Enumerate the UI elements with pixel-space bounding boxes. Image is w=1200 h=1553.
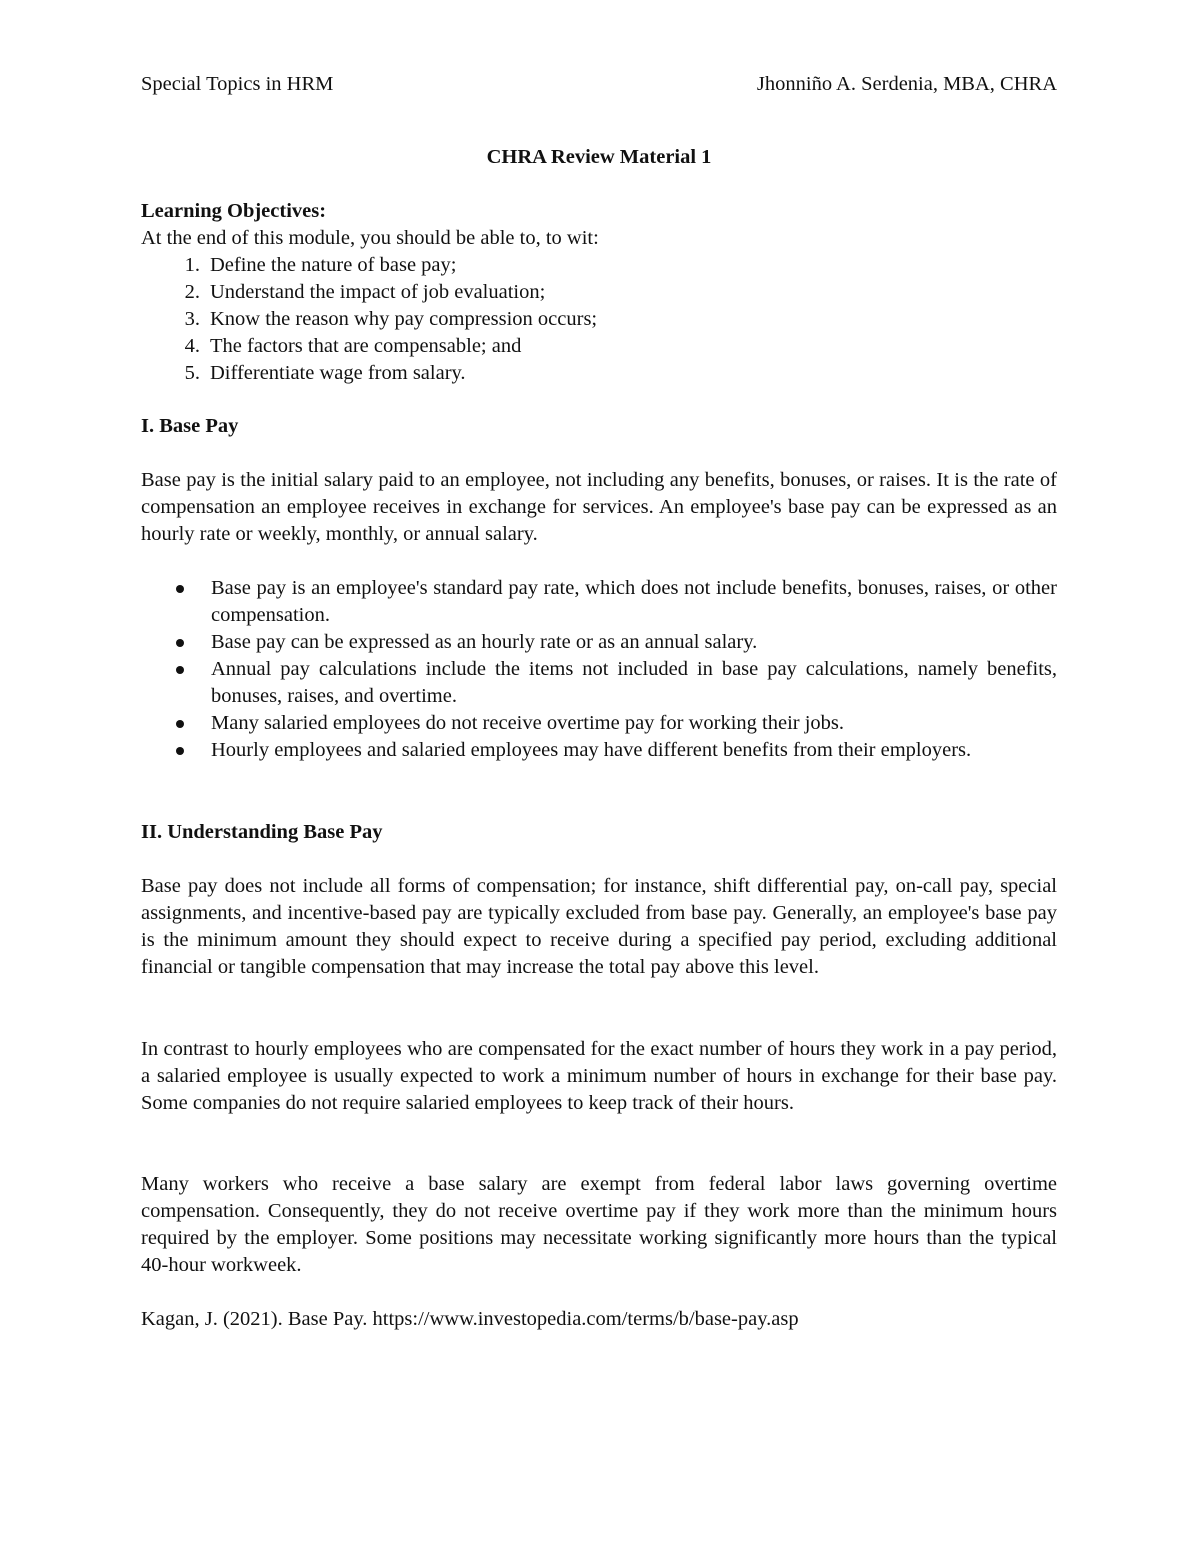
list-item [141,360,1057,387]
list-item [141,306,1057,333]
understanding-paragraph-1: Base pay does not include all forms of compensation; for instance, shift differential pay, on-call pay, special assignments, and incentive-based pay are typically excluded from base pay. Generally, an employee's base pay is the minimum amount they should expect to receive during a specified pay period, excluding additional financial or tangible compensation that may increase the total pay above this level. [141,875,1057,978]
base-pay-bullets-section [141,575,1057,764]
understanding-paragraph-3: Many workers who receive a base salary are exempt from federal labor laws governing overtime compensation. Consequently, they do not receive overtime pay if they work more than the minimum hours required by the employer. Some positions may necessitate working significantly more hours than the typical 40-hour workweek. [141,1173,1057,1276]
bullet-icon [141,737,211,764]
list-number: 1. [184,254,200,276]
list-text: Define the nature of base pay; [210,254,457,276]
course-name: Special Topics in HRM [141,73,334,95]
bullet-item [141,710,1057,737]
bullet-text: Base pay can be expressed as an hourly rate or as an annual salary. [211,631,758,653]
list-item [141,252,1057,279]
document-title: CHRA Review Material 1 [486,146,712,168]
list-number: 5. [184,362,200,384]
list-number: 2. [184,281,200,303]
bullet-text: Many salaried employees do not receive overtime pay for working their jobs. [211,712,845,734]
objectives-list [141,252,1057,387]
bullet-icon [141,656,211,710]
list-item [141,279,1057,306]
bullet-icon [141,710,211,737]
bullet-item [141,629,1057,656]
bullet-item [141,737,1057,764]
objectives-section [141,198,1057,387]
list-text: Know the reason why pay compression occurs; [210,308,598,330]
base-pay-bullet-list [141,575,1057,764]
base-pay-paragraph: Base pay is the initial salary paid to an employee, not including any benefits, bonuses, or raises. It is the rate of compensation an employee receives in exchange for services. An employee's base pay can be expressed as an hourly rate or weekly, monthly, or annual salary. [141,469,1057,545]
objectives-intro: At the end of this module, you should be able to, to wit: [141,227,599,249]
author-name: Jhonniño A. Serdenia, MBA, CHRA [756,73,1057,95]
objectives-heading: Learning Objectives: [141,200,327,222]
list-text: Differentiate wage from salary. [210,362,466,384]
reference-citation: Kagan, J. (2021). Base Pay. https://www.investopedia.com/terms/b/base-pay.asp [141,1308,799,1330]
bullet-icon [141,575,211,629]
bullet-item [141,575,1057,629]
understanding-paragraph-2: In contrast to hourly employees who are compensated for the exact number of hours they work in a pay period, a salaried employee is usually expected to work a minimum number of hours in exchange for their base pay. Some companies do not require salaried employees to keep track of their hours. [141,1038,1057,1114]
list-item [141,333,1057,360]
list-text: The factors that are compensable; and [210,335,522,357]
list-text: Understand the impact of job evaluation; [210,281,546,303]
bullet-text: Base pay is an employee's standard pay rate, which does not include benefits, bonuses, raises, or other compensation. [211,577,1057,626]
list-number: 4. [184,335,200,357]
bullet-text: Hourly employees and salaried employees may have different benefits from their employers. [211,739,972,761]
bullet-icon [141,629,211,656]
page-header [141,70,1057,98]
bullet-item [141,656,1057,710]
list-number: 3. [184,308,200,330]
bullet-text: Annual pay calculations include the items not included in base pay calculations, namely benefits, bonuses, raises, and overtime. [211,658,1057,707]
section-heading-understanding-base-pay: II. Understanding Base Pay [141,821,383,843]
section-heading-base-pay: I. Base Pay [141,415,239,437]
